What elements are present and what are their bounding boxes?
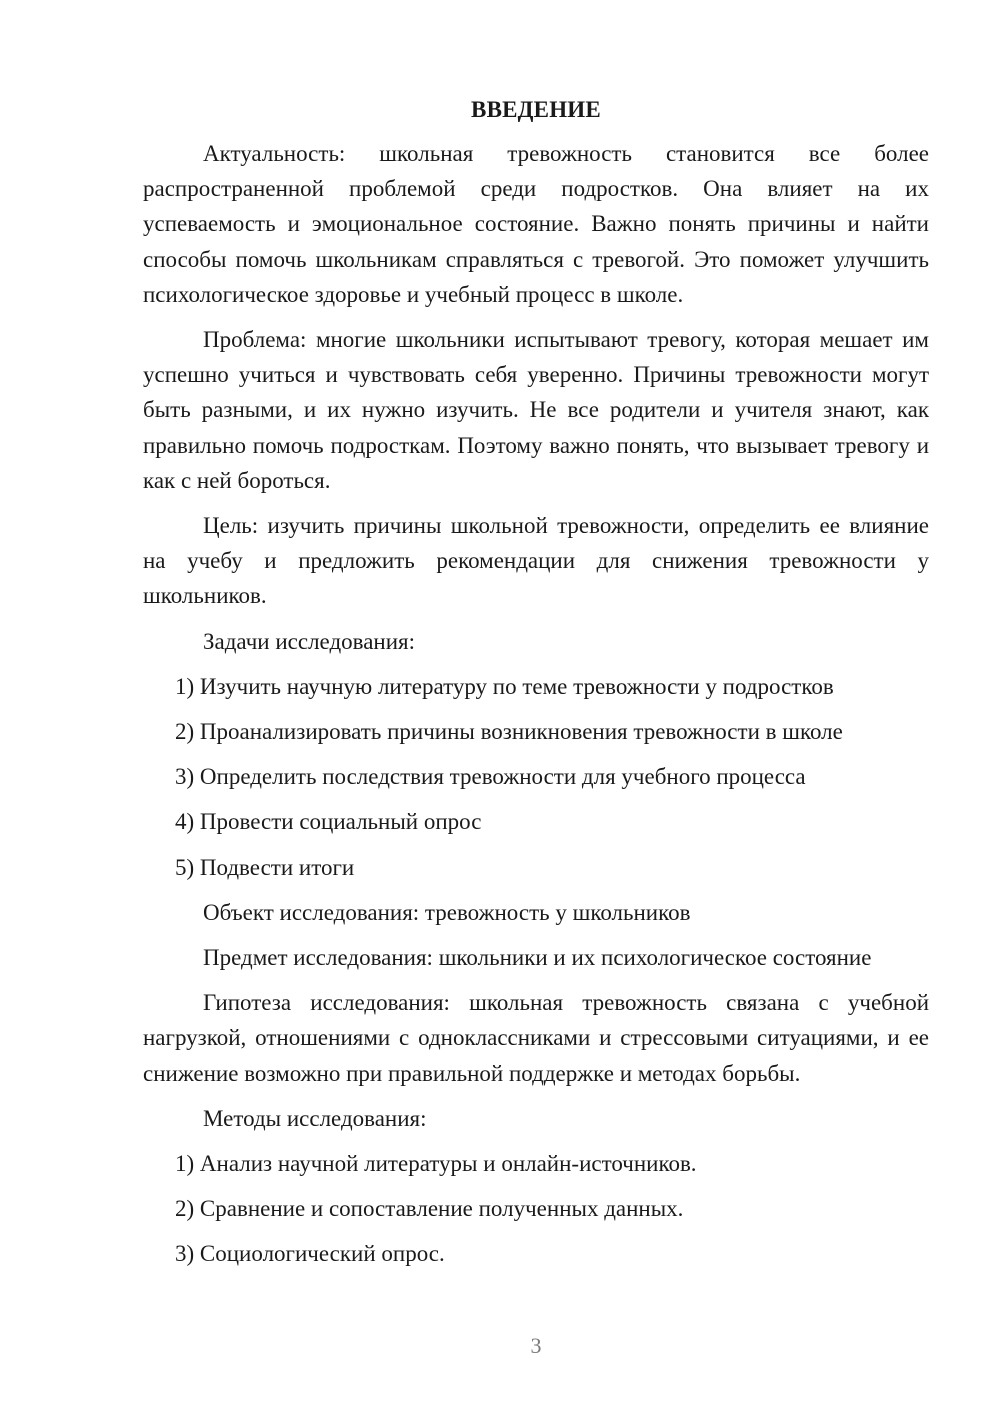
task-item-5: 5) Подвести итоги [175, 854, 355, 880]
method-item-1: 1) Анализ научной литературы и онлайн-источников. [175, 1151, 697, 1177]
method-item-2: 2) Сравнение и сопоставление полученных данных. [175, 1196, 684, 1222]
section-title: ВВЕДЕНИЕ [471, 97, 601, 122]
research-object: Объект исследования: тревожность у школьников [203, 899, 691, 925]
problem-paragraph: Проблема: многие школьники испытывают тревогу, которая мешает им успешно учиться и чувствовать себя уверенно. Причины тревожности могут быть разными, и их нужно изучить. Не все родители и учителя знают, как правильно помочь подросткам. Поэтому важно понять, что вызывает тревогу и как с ней бороться. [143, 327, 929, 493]
research-subject: Предмет исследования: школьники и их психологическое состояние [203, 945, 872, 971]
task-item-2: 2) Проанализировать причины возникновения тревожности в школе [175, 719, 843, 745]
task-item-1: 1) Изучить научную литературу по теме тревожности у подростков [175, 673, 834, 699]
hypothesis-paragraph: Гипотеза исследования: школьная тревожность связана с учебной нагрузкой, отношениями с одноклассниками и стрессовыми ситуациями, и ее снижение возможно при правильной поддержке и методах борьбы. [143, 990, 929, 1086]
goal-paragraph: Цель: изучить причины школьной тревожности, определить ее влияние на учебу и предложить рекомендации для снижения тревожности у школьников. [143, 513, 929, 609]
page-content [143, 92, 929, 1282]
page-number: 3 [530, 1333, 542, 1358]
tasks-heading: Задачи исследования: [203, 628, 416, 654]
task-item-4: 4) Провести социальный опрос [175, 809, 482, 835]
relevance-paragraph: Актуальность: школьная тревожность становится все более распространенной проблемой среди подростков. Она влияет на их успеваемость и эмоциональное состояние. Важно понять причины и найти способы помочь школьникам справляться с тревогой. Это поможет улучшить психологическое здоровье и учебный процесс в школе. [143, 141, 929, 307]
task-item-3: 3) Определить последствия тревожности для учебного процесса [175, 764, 806, 790]
method-item-3: 3) Социологический опрос. [175, 1241, 445, 1267]
methods-heading: Методы исследования: [203, 1105, 427, 1131]
